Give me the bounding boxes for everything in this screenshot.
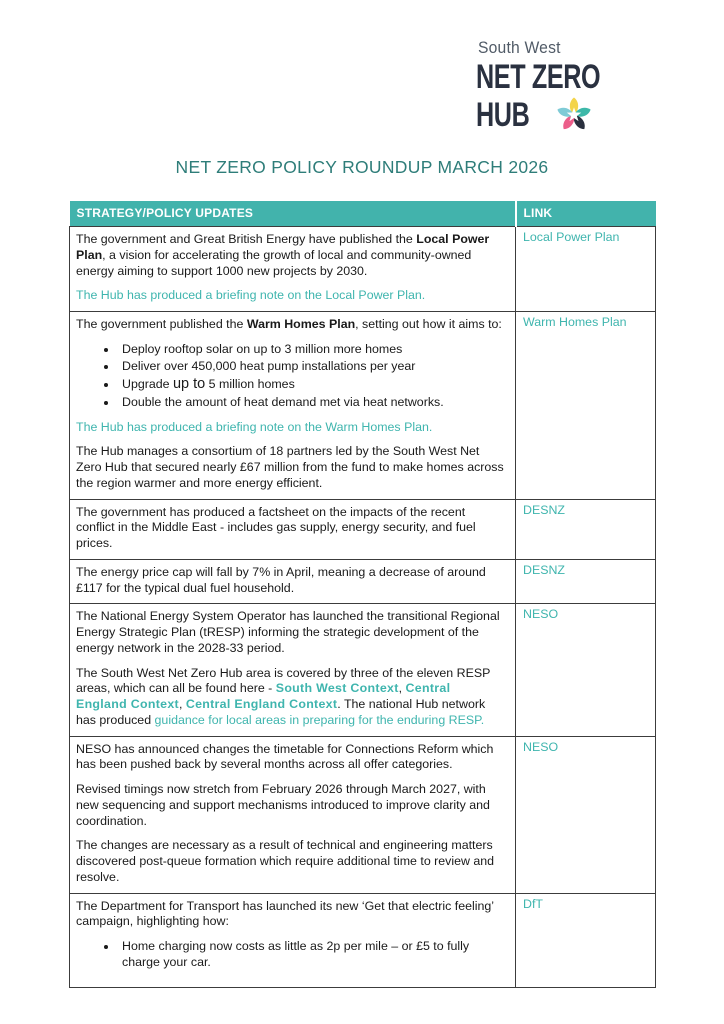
link-cell (516, 227, 656, 312)
update-paragraph (76, 288, 505, 304)
update-paragraph (76, 444, 505, 491)
text-segment: The Department for Transport has launched its new ‘Get that electric feeling’ campaign, highlighting how: (76, 898, 494, 929)
link-cell (516, 736, 656, 893)
text-segment: The government and Great British Energy have published the (76, 232, 417, 247)
update-cell (70, 604, 516, 736)
bullet-list (76, 939, 505, 971)
text-segment: Home charging now costs as little as 2p per mile – or £5 to fully charge your car. (122, 939, 470, 969)
link-cell (516, 499, 656, 559)
text-segment: The South West Net Zero Hub area is covered by three of the eleven RESP areas, which can all be found here - (76, 665, 491, 696)
hub-star-icon (555, 96, 593, 134)
inline-link[interactable]: guidance for local areas in preparing for the enduring RESP. (154, 712, 485, 727)
update-cell (70, 312, 516, 499)
link-cell (516, 604, 656, 736)
bullet-item (118, 359, 505, 375)
update-paragraph (76, 666, 505, 729)
logo-region-text: South West (478, 39, 561, 57)
logo-hub-text: HUB (476, 95, 530, 134)
update-paragraph (76, 742, 505, 774)
link-cell (516, 893, 656, 987)
table-row (70, 312, 656, 499)
text-segment: Upgrade (122, 377, 173, 392)
text-segment: up to (172, 376, 206, 393)
text-segment: The government has produced a factsheet on the impacts of the recent conflict in the Middle East - includes gas supply, energy security, and fuel prices. (76, 504, 476, 551)
link-cell-link[interactable]: Local Power Plan (523, 230, 620, 245)
update-cell (70, 893, 516, 987)
update-paragraph (76, 782, 505, 829)
text-segment: Deliver over 450,000 heat pump installations per year (122, 358, 416, 373)
update-paragraph (76, 232, 505, 279)
update-paragraph (76, 899, 505, 931)
table-row (70, 736, 656, 893)
column-header-updates: STRATEGY/POLICY UPDATES (70, 201, 516, 227)
header-row (70, 201, 656, 227)
bullet-item (118, 395, 505, 411)
text-segment: The changes are necessary as a result of technical and engineering matters discovered post-queue formation which require additional time to review and resolve. (76, 838, 495, 884)
bullet-item (118, 939, 505, 971)
text-segment: , a vision for accelerating the growth of local and community-owned energy aiming to support 1000 new projects by 2030. (76, 247, 472, 278)
inline-link[interactable]: South West Context (275, 681, 399, 696)
table-row (70, 227, 656, 312)
table-row (70, 604, 656, 736)
table-row (70, 559, 656, 604)
text-segment: Double the amount of heat demand met via heat networks. (122, 394, 444, 409)
link-cell-link[interactable]: Warm Homes Plan (523, 315, 627, 330)
text-segment: The National Energy System Operator has launched the transitional Regional Energy Strategic Plan (tRESP) informing the strategic development of the energy network in the 2028-33 period. (76, 609, 500, 655)
link-cell-link[interactable]: NESO (523, 607, 559, 622)
text-segment: Revised timings now stretch from February 2026 through March 2027, with new sequencing and support mechanisms introduced to improve clarity and coordination. (76, 782, 490, 828)
table-row (70, 893, 656, 987)
bullet-list (76, 342, 505, 411)
text-segment: The government published the (76, 317, 247, 332)
logo-netzero-text: NET ZERO (476, 57, 601, 96)
update-paragraph (76, 609, 505, 656)
table-row (70, 499, 656, 559)
column-header-link: LINK (516, 201, 656, 227)
update-cell (70, 559, 516, 604)
text-segment: The Hub manages a consortium of 18 partners led by the South West Net Zero Hub that secured nearly £67 million from the fund to make homes across the region warmer and more energy efficient. (76, 444, 504, 490)
text-segment: . The national Hub network has produced (76, 697, 486, 727)
bullet-item (118, 375, 505, 393)
update-paragraph (76, 420, 505, 436)
update-cell (70, 736, 516, 893)
text-segment: , setting out how it aims to: (355, 317, 502, 332)
update-cell (70, 499, 516, 559)
inline-link[interactable]: The Hub has produced a briefing note on the Local Power Plan. (76, 288, 426, 303)
link-cell-link[interactable]: DESNZ (523, 502, 565, 517)
text-segment: Deploy rooftop solar on up to 3 million more homes (122, 341, 403, 356)
update-paragraph (76, 838, 505, 885)
text-segment: , (178, 697, 186, 712)
link-cell-link[interactable]: DESNZ (523, 562, 565, 577)
inline-link[interactable]: Central England Context (185, 697, 338, 712)
link-cell (516, 559, 656, 604)
update-paragraph (76, 565, 505, 597)
text-segment: 5 million homes (205, 377, 295, 392)
text-segment: The energy price cap will fall by 7% in April, meaning a decrease of around £117 for the typical dual fuel household. (76, 564, 486, 595)
text-segment: NESO has announced changes the timetable for Connections Reform which has been pushed back by several months across all offer categories. (76, 741, 494, 772)
inline-link[interactable]: The Hub has produced a briefing note on the Warm Homes Plan. (76, 419, 433, 434)
update-cell (70, 227, 516, 312)
inline-link[interactable]: Central England Context (76, 681, 451, 712)
link-cell (516, 312, 656, 499)
link-cell-link[interactable]: DfT (523, 896, 543, 911)
hub-logo (476, 40, 644, 134)
text-segment: Warm Homes Plan (246, 317, 356, 332)
policy-table (69, 201, 656, 988)
update-paragraph (76, 317, 505, 333)
link-cell-link[interactable]: NESO (523, 739, 559, 754)
bullet-item (118, 342, 505, 358)
text-segment: Local Power Plan (76, 232, 490, 262)
text-segment: , (398, 681, 406, 696)
update-paragraph (76, 505, 505, 552)
page-title: NET ZERO POLICY ROUNDUP MARCH 2026 (175, 157, 549, 177)
